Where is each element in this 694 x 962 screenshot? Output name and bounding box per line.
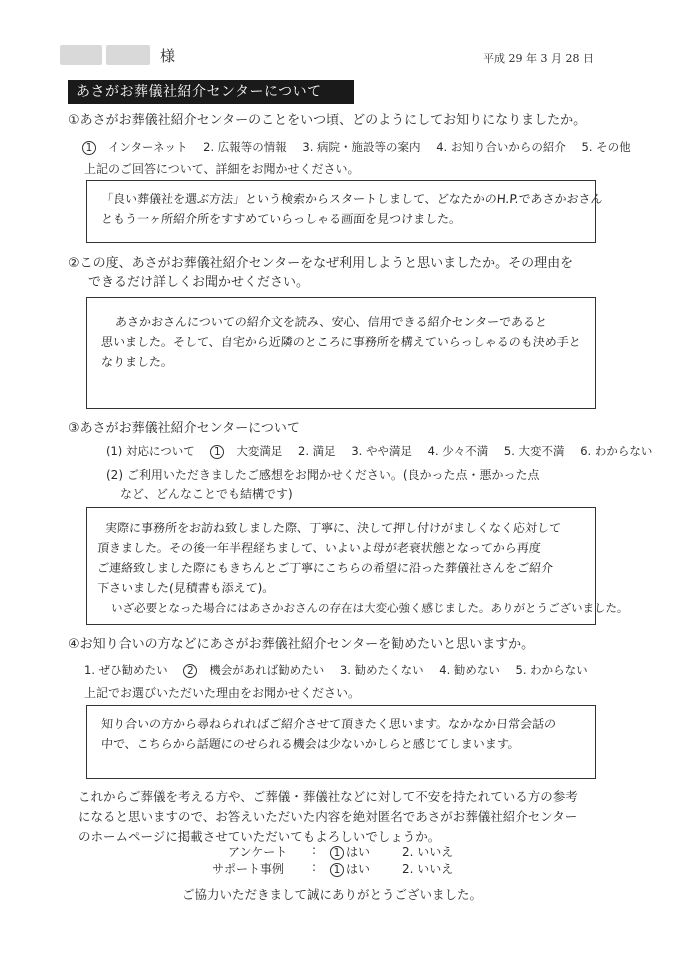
q3-sub1-option-1: 1 大変満足 [210,444,282,458]
section-title: あさがお葬儀社紹介センターについて [68,80,354,104]
q3-answer-line: 下さいました(見積書も添えて)。 [96,581,275,595]
circled-selection-icon: 1 [330,863,344,877]
q4-option-1: 1. ぜひ勧めたい [84,663,168,677]
q1-answer-line: ともう一ヶ所紹介所をすすめていらっしゃる画面を見つけました。 [100,212,462,226]
q1-answer-line: 「良い葬儀社を選ぶ方法」という検索からスタートしまして、どなたかのH.P.であさかおさん [100,192,604,206]
q4-detail-prompt: 上記でお選びいただいた理由をお聞かせください。 [84,686,361,700]
q3-sub1 [106,443,664,459]
q3-answer-line: ご連絡致しました際にもきちんとご丁寧にこちらの希望に沿った葬儀社さんをご紹介 [96,561,554,575]
q1-question: ①あさがお葬儀社紹介センターのことをいつ頃、どのようにしてお知りになりましたか。 [68,113,587,128]
q1-option-5: 5. その他 [581,140,631,154]
q4-question: ④お知り合いの方などにあさがお葬儀社紹介センターを勧めたいと思いますか。 [68,637,535,652]
q4-option-3: 3. 勧めたくない [339,663,424,677]
thanks-message: ご協力いただきまして誠にありがとうございました。 [182,887,483,902]
closing-line2: になると思いますので、お答えいただいた内容を絶対匿名であさがお葬儀社紹介センター [78,809,578,824]
q1-option-3: 3. 病院・施設等の案内 [302,140,421,154]
q2-question-line1: ②この度、あさがお葬儀社紹介センターをなぜ利用しようと思いましたか。その理由を [68,256,574,271]
closing-line1: これからご葬儀を考える方や、ご葬儀・葬儀社などに対して不安を持たれている方の参考 [78,789,578,804]
support-consent-colon: : [312,860,317,874]
survey-consent-label: アンケート [228,845,288,859]
support-consent-no: 2. いいえ [402,862,454,876]
q3-sub1-option-4: 4. 少々不満 [427,444,489,458]
recipient-name [60,42,175,68]
q4-option-4: 4. 勧めない [439,663,500,677]
redacted-name-part [106,45,150,65]
q2-answer-line: なりました。 [100,355,174,369]
circled-selection-icon: 1 [330,846,344,860]
q3-question: ③あさがお葬儀社紹介センターについて [68,421,300,436]
closing-line3: のホームページに掲載させていただいてもよろしいでしょうか。 [78,829,441,844]
circled-selection-icon: 1 [210,445,224,459]
q2-answer-line: 思いました。そして、自宅から近隣のところに事務所を構えていらっしゃるのも決め手と [100,335,582,349]
q3-sub1-option-2: 2. 満足 [298,444,336,458]
q4-answer-line: 中で、こちらから話題にのせられる機会は少ないかしらと感じてしまいます。 [100,737,521,751]
q1-option-4: 4. お知り合いからの紹介 [436,140,566,154]
circled-selection-icon: 2 [183,664,197,678]
honorific: 様 [160,46,176,65]
q1-option-2: 2. 広報等の情報 [203,140,287,154]
date: 平成 29 年 3 月 28 日 [483,52,594,65]
q4-option-2: 2 機会があれば勧めたい [183,663,324,677]
q3-sub1-option-5: 5. 大変不満 [503,444,565,458]
support-consent-yes: 1 はい [330,860,370,877]
q4-answer-box [86,705,596,779]
q1-option-1: 1 インターネット [82,140,187,154]
q1-options [82,139,643,155]
q1-answer-box [86,180,604,243]
q3-sub2-line1: (2) ご利用いただきましたご感想をお聞かせください。(良かった点・悪かった点 [106,468,540,482]
q3-sub1-option-3: 3. やや満足 [351,444,412,458]
survey-consent-no: 2. いいえ [402,845,454,859]
q3-answer-line: 頂きました。その後一年半程経ちまして、いよいよ母が老衰状態となってから再度 [96,541,542,555]
q2-answer-line: あさかおさんについての紹介文を読み、安心、信用できる紹介センターであると [114,315,548,329]
q1-detail-prompt: 上記のご回答について、詳細をお聞かせください。 [84,162,360,176]
redacted-name-part [60,45,102,65]
q4-options [84,662,600,678]
q3-sub2-line2: など、どんなことでも結構です) [120,487,293,501]
q2-answer-box [86,297,596,409]
q3-answer-line: 実際に事務所をお訪ね致しました際、丁寧に、決して押し付けがましくなく応対して [104,521,562,535]
q2-question-line2: できるだけ詳しくお聞かせください。 [88,275,310,290]
q3-sub1-option-6: 6. わからない [580,444,653,458]
support-consent-label: サポート事例 [212,862,285,876]
q3-answer-line: いざ必要となった場合にはあさかおさんの存在は大変心強く感じました。ありがとうございました。 [110,601,629,615]
q4-answer-line: 知り合いの方から尋ねられればご紹介させて頂きたく思います。なかなか日常会話の [100,717,557,731]
survey-consent-yes: 1 はい [330,843,370,860]
q3-answer-box [86,507,629,625]
circled-selection-icon: 1 [82,141,96,155]
q4-option-5: 5. わからない [515,663,588,677]
survey-consent-colon: : [312,843,317,857]
q3-sub1-label: (1) 対応について [106,444,195,458]
